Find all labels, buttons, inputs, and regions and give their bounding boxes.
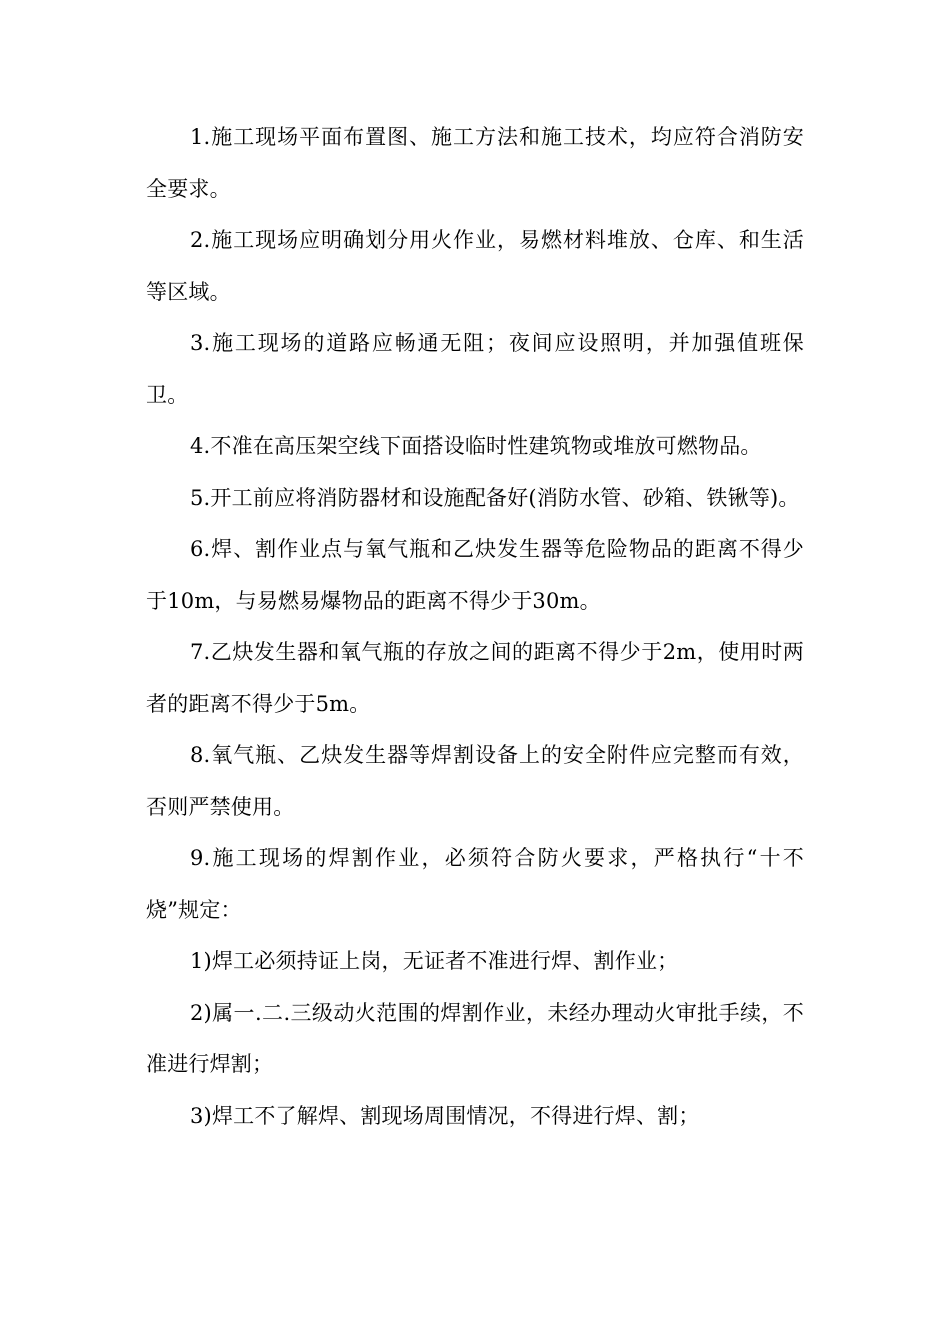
paragraph-8: 8.氧气瓶、乙炔发生器等焊割设备上的安全附件应完整而有效，否则严禁使用。 bbox=[146, 743, 804, 819]
sub-item-2: 2)属一.二.三级动火范围的焊割作业，未经办理动火审批手续，不准进行焊割； bbox=[146, 1000, 804, 1076]
paragraph-4: 4.不准在高压架空线下面搭设临时性建筑物或堆放可燃物品。 bbox=[190, 434, 762, 458]
sub-item-3: 3)焊工不了解焊、割现场周围情况，不得进行焊、割； bbox=[190, 1103, 700, 1128]
paragraph-6: 6.焊、割作业点与氧气瓶和乙炔发生器等危险物品的距离不得少于10m，与易燃易爆物品的距离不得少于30m。 bbox=[146, 537, 804, 613]
paragraph-2: 2.施工现场应明确划分用火作业，易燃材料堆放、仓库、和生活等区域。 bbox=[146, 228, 804, 304]
paragraph-9: 9.施工现场的焊割作业，必须符合防火要求，严格执行“十不烧”规定： bbox=[146, 846, 804, 922]
sub-item-1: 1)焊工必须持证上岗，无证者不准进行焊、割作业； bbox=[190, 949, 679, 973]
paragraph-7: 7.乙炔发生器和氧气瓶的存放之间的距离不得少于2m，使用时两者的距离不得少于5m。 bbox=[146, 640, 804, 716]
paragraph-1: 1.施工现场平面布置图、施工方法和施工技术，均应符合消防安全要求。 bbox=[146, 125, 804, 201]
paragraph-5: 5.开工前应将消防器材和设施配备好(消防水管、砂箱、铁锹等)。 bbox=[190, 485, 800, 510]
document-body bbox=[146, 112, 804, 1142]
paragraph-3: 3.施工现场的道路应畅通无阻；夜间应设照明，并加强值班保卫。 bbox=[146, 331, 804, 407]
